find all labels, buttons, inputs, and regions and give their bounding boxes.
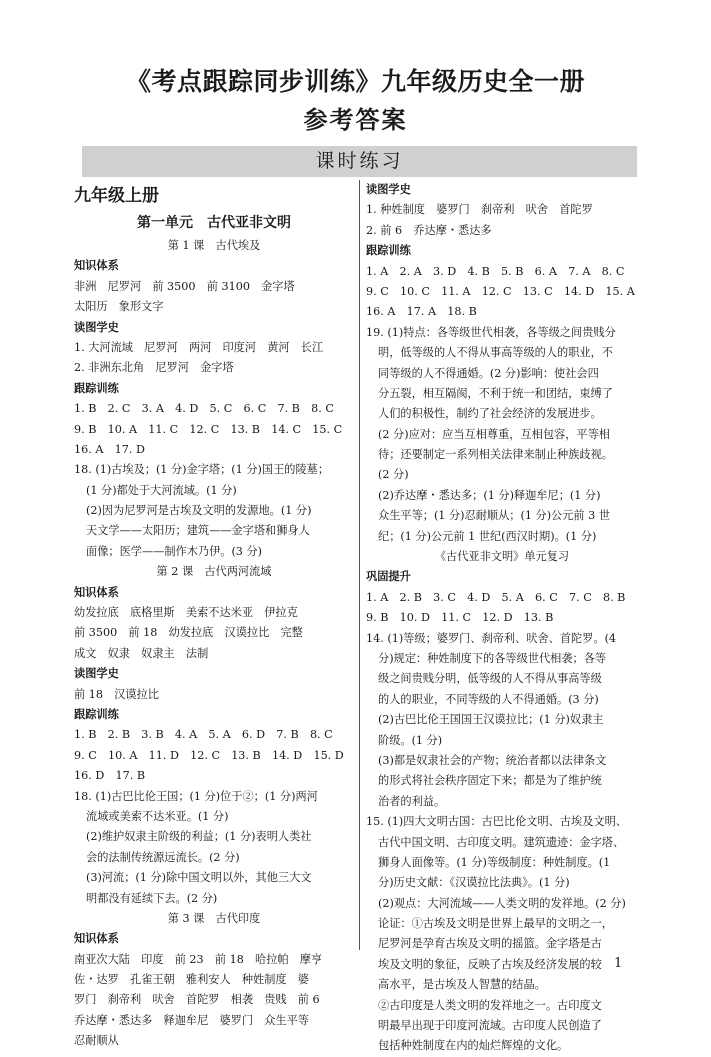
document-title: 《考点跟踪同步训练》九年级历史全一册 [125, 67, 585, 96]
answer-line: 9. C 10. A 11. D 12. C 13. B 14. D 15. D [74, 748, 344, 762]
answer-line: 15. (1)四大文明古国：古巴比伦文明、古埃及文明、 [366, 815, 627, 829]
right-column [366, 180, 638, 1057]
answer-line: 1. 种姓制度 婆罗门 刹帝利 吠舍 首陀罗 [366, 203, 593, 217]
answer-line: 16. A 17. D [74, 442, 145, 456]
answer-line: 19. (1)特点：各等级世代相袭，各等级之间贵贱分 [366, 325, 616, 339]
answer-line: 明都没有延续下去。(2 分) [86, 891, 218, 905]
section-heading: 读图学史 [74, 667, 119, 681]
answer-line: 流域或美索不达米亚。(1 分) [86, 809, 229, 823]
answer-line: 18. (1)古埃及；(1 分)金字塔；(1 分)国王的陵墓； [74, 463, 330, 477]
answer-line: (2)观点：大河流域——人类文明的发祥地。(2 分) [378, 896, 626, 910]
lesson-heading: 第 3 课 古代印度 [167, 911, 261, 925]
answer-line: 罗门 刹帝利 吠舍 首陀罗 相袭 贵贱 前 6 [74, 993, 320, 1007]
answer-line: 1. A 2. A 3. D 4. B 5. B 6. A 7. A 8. C [366, 264, 625, 278]
answer-line: ②古印度是人类文明的发祥地之一。古印度文 [378, 998, 602, 1012]
answer-line: 分)历史文献：《汉谟拉比法典》。(1 分) [378, 876, 570, 890]
answer-line: 面像；医学——制作木乃伊。(3 分) [86, 544, 263, 558]
answer-line: 乔达摩・悉达多 释迦牟尼 婆罗门 众生平等 [74, 1013, 309, 1027]
answer-line: 高水平，是古埃及人智慧的结晶。 [378, 978, 546, 992]
answer-line: 1. B 2. B 3. B 4. A 5. A 6. D 7. B 8. C [74, 728, 333, 742]
answer-line: (2 分) [378, 468, 409, 482]
answer-line: 太阳历 象形文字 [74, 300, 164, 314]
answer-line: 明，低等级的人不得从事高等级的人的职业，不 [378, 346, 613, 360]
answer-line: 古代中国文明、古印度文明。建筑遗迹：金字塔、 [378, 835, 625, 849]
left-column [74, 180, 354, 1052]
answer-line: 16. D 17. B [74, 769, 146, 783]
answer-line: 级之间贵贱分明，低等级的人不得从事高等级 [378, 672, 602, 686]
lesson-heading: 第 1 课 古代埃及 [167, 239, 261, 252]
answer-line: 9. C 10. C 11. A 12. C 13. C 14. D 15. A [366, 284, 635, 298]
answer-line: 2. 非洲东北角 尼罗河 金字塔 [74, 361, 234, 375]
section-banner: 课时练习 [82, 146, 637, 177]
answer-line: 尼罗河是孕育古埃及文明的摇篮。金字塔是古 [378, 937, 602, 951]
answer-line: 成文 奴隶 奴隶主 法制 [74, 646, 209, 660]
section-heading: 知识体系 [74, 932, 119, 946]
answer-line: 1. B 2. C 3. A 4. D 5. C 6. C 7. B 8. C [74, 402, 334, 416]
answer-line: 的形式将社会秩序固定下来；都是为了维护统 [378, 774, 602, 788]
answer-line: 佐・达罗 孔雀王朝 雅利安人 种姓制度 婆 [74, 973, 309, 987]
grade-heading: 九年级上册 [74, 186, 159, 206]
answer-line: 人们的积极性，制约了社会经济的发展进步。 [378, 407, 602, 421]
answer-line: 狮身人面像等。(1 分)等级制度：种姓制度。(1 [378, 855, 611, 869]
answer-line: 南亚次大陆 印度 前 23 前 18 哈拉帕 摩亨 [74, 952, 323, 966]
answer-line: 9. B 10. A 11. C 12. C 13. B 14. C 15. C [74, 422, 343, 436]
answer-line: 1. A 2. B 3. C 4. D 5. A 6. C 7. C 8. B [366, 590, 626, 604]
answer-line: 的人的职业，不同等级的人不得通婚。(3 分) [378, 692, 599, 706]
answer-line: 9. B 10. D 11. C 12. D 13. B [366, 611, 554, 625]
lesson-heading: 《古代亚非文明》单元复习 [434, 550, 570, 564]
answer-line: (3)都是奴隶社会的产物；统治者都以法律条文 [378, 753, 607, 767]
answer-line: 忍耐顺从 [74, 1034, 119, 1048]
answer-line: 天文学——太阳历；建筑——金字塔和狮身人 [86, 524, 310, 538]
section-heading: 读图学史 [366, 183, 411, 196]
answer-line: 分五裂，相互隔阂，不利于统一和团结，束缚了 [378, 386, 613, 400]
answer-line: (3)河流；(1 分)除中国文明以外，其他三大文 [86, 871, 312, 885]
section-heading: 跟踪训练 [366, 244, 411, 258]
answer-line: 埃及文明的象征，反映了古埃及经济发展的较 [378, 957, 602, 971]
answer-line: (2)乔达摩・悉达多；(1 分)释迦牟尼；(1 分) [378, 488, 601, 502]
answer-line: 14. (1)等级；婆罗门、刹帝利、吠舍、首陀罗。(4 [366, 631, 617, 645]
answer-line: 非洲 尼罗河 前 3500 前 3100 金字塔 [74, 279, 295, 293]
page-number: 1 [614, 956, 623, 971]
section-heading: 知识体系 [74, 259, 119, 273]
document-subtitle: 参考答案 [303, 106, 408, 134]
answer-line: 前 18 汉谟拉比 [74, 687, 159, 701]
answer-line: 同等级的人不得通婚。(2 分)影响：使社会四 [378, 366, 599, 380]
answer-line: 前 3500 前 18 幼发拉底 汉谟拉比 完整 [74, 626, 303, 640]
answer-line: 众生平等；(1 分)忍耐顺从；(1 分)公元前 3 世 [378, 509, 611, 523]
unit-heading: 第一单元 古代亚非文明 [137, 215, 291, 231]
answer-line: 16. A 17. A 18. B [366, 305, 477, 319]
answer-line: 待；还要制定一系列相关法律来制止种族歧视。 [378, 448, 613, 462]
lesson-heading: 第 2 课 古代两河流域 [156, 565, 272, 579]
section-heading: 跟踪训练 [74, 381, 119, 395]
column-divider [359, 180, 360, 950]
answer-line: 治者的利益。 [378, 794, 446, 808]
section-heading: 跟踪训练 [74, 707, 119, 721]
section-heading: 巩固提升 [366, 570, 411, 584]
answer-line: (2 分)应对：应当互相尊重，互相包容，平等相 [378, 427, 610, 441]
answer-line: 阶级。(1 分) [378, 733, 443, 747]
answer-line: 2. 前 6 乔达摩・悉达多 [366, 223, 492, 237]
answer-line: (2)因为尼罗河是古埃及文明的发源地。(1 分) [86, 504, 312, 518]
section-heading: 读图学史 [74, 320, 119, 334]
answer-line: 幼发拉底 底格里斯 美索不达米亚 伊拉克 [74, 606, 298, 620]
answer-line: (2)维护奴隶主阶级的利益；(1 分)表明人类社 [86, 830, 312, 844]
answer-line: 分)规定：种姓制度下的各等级世代相袭；各等 [378, 651, 607, 665]
answer-line: 明最早出现于印度河流域。古印度人民创造了 [378, 1019, 602, 1033]
answer-line: 18. (1)古巴比伦王国；(1 分)位于②；(1 分)两河 [74, 789, 318, 803]
answer-line: 会的法制传统源远流长。(2 分) [86, 850, 240, 864]
answer-line: (1 分)都处于大河流域。(1 分) [86, 483, 237, 497]
answer-line: 纪；(1 分)公元前 1 世纪(西汉时期)。(1 分) [378, 529, 597, 543]
answer-line: 论证：①古埃及文明是世界上最早的文明之一， [378, 917, 613, 931]
section-heading: 知识体系 [74, 585, 119, 599]
answer-line: 包括种姓制度在内的灿烂辉煌的文化。 [378, 1039, 569, 1053]
answer-line: (2)古巴比伦王国国王汉谟拉比；(1 分)奴隶主 [378, 713, 604, 727]
answer-line: 1. 大河流域 尼罗河 两河 印度河 黄河 长江 [74, 340, 324, 354]
